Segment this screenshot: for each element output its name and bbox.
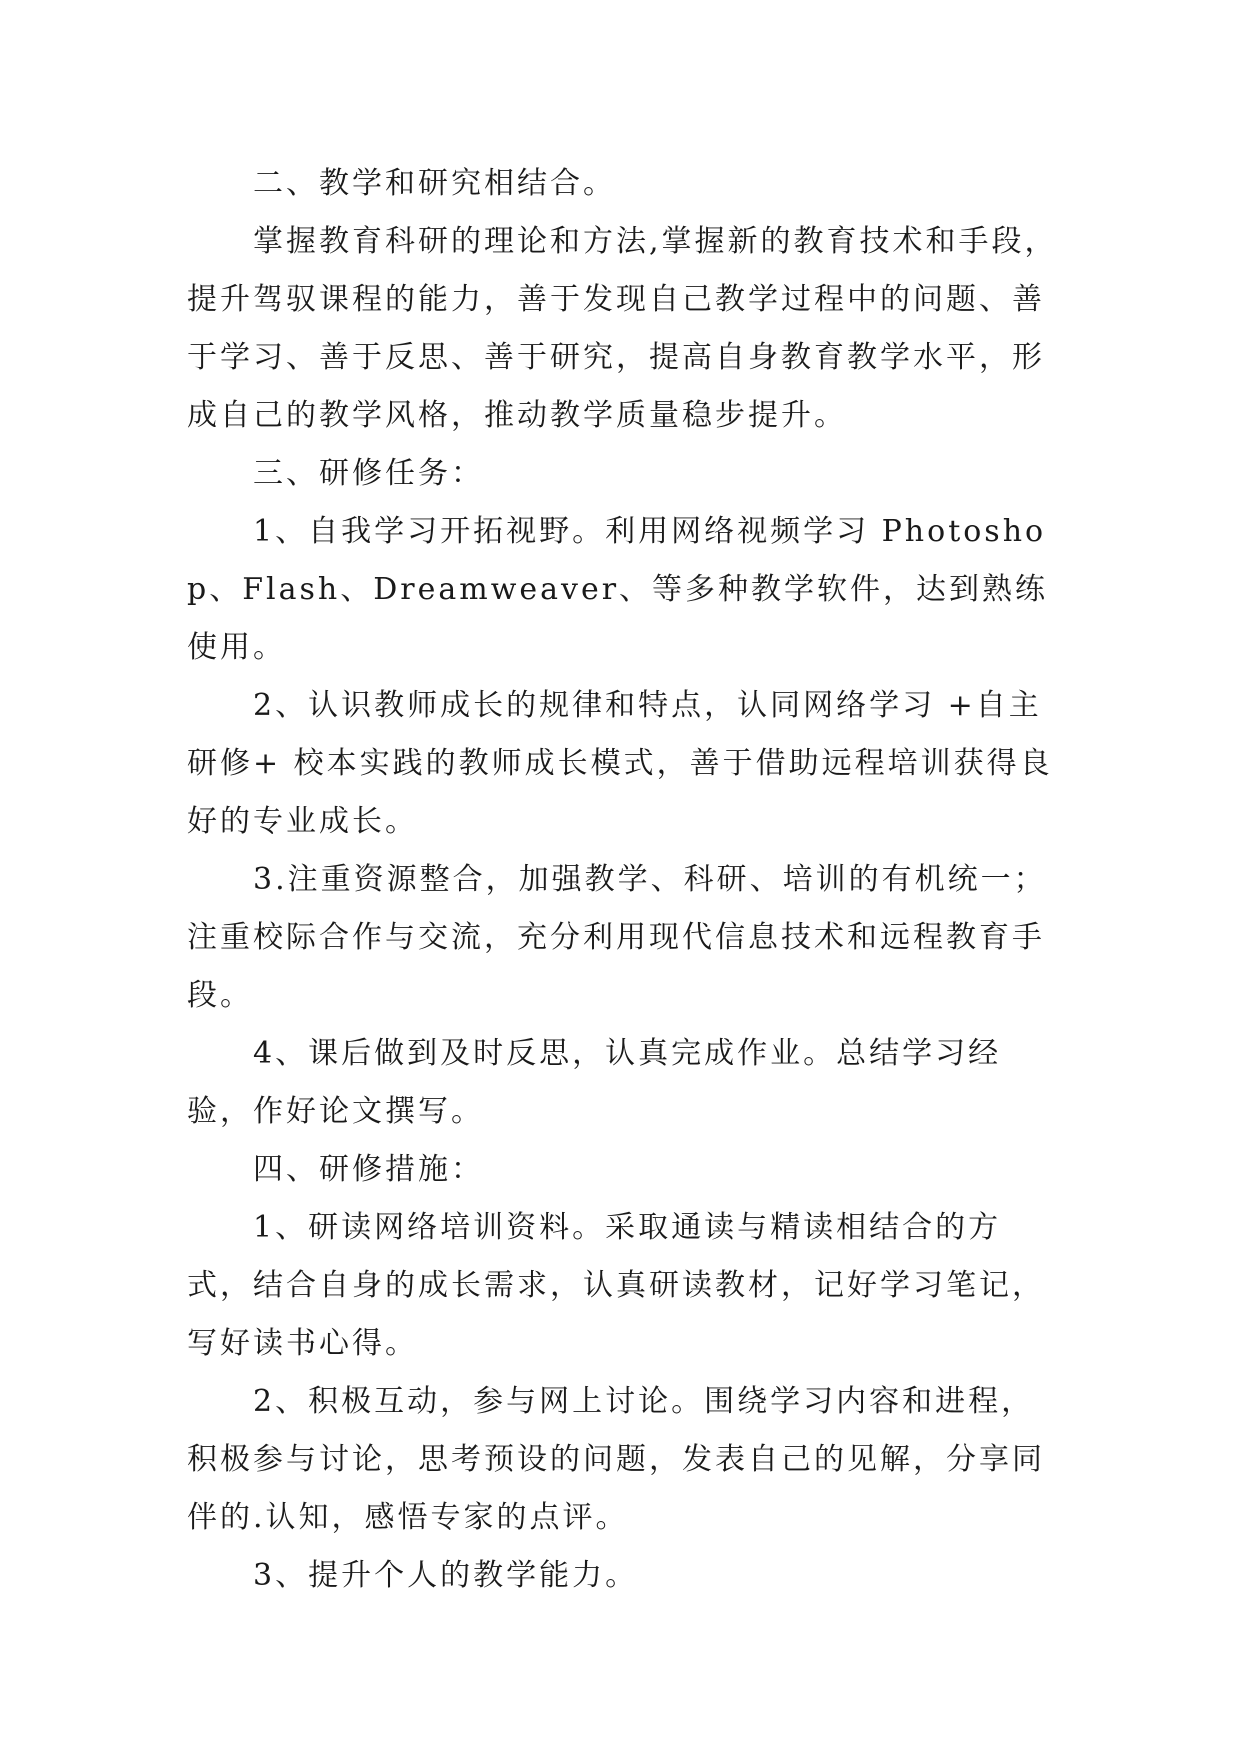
heading-section-4: 四、研修措施： (253, 1152, 484, 1187)
measure-item-3: 3、提升个人的教学能力。 (253, 1558, 639, 1593)
measure-item-1: 1、研读网络培训资料。采取通读与精读相结合的方式，结合自身的成长需求，认真研读教材，记好学习笔记，写好读书心得。 (187, 1210, 1045, 1361)
document-body (187, 155, 1067, 1605)
measure-item-2: 2、积极互动，参与网上讨论。围绕学习内容和进程，积极参与讨论，思考预设的问题，发表自己的见解，分享同伴的.认知，感悟专家的点评。 (187, 1384, 1045, 1535)
heading-section-3: 三、研修任务： (253, 456, 484, 491)
task-item-2: 2、认识教师成长的规律和特点，认同网络学习 +自主研修+ 校本实践的教师成长模式，善于借助远程培训获得良好的专业成长。 (187, 688, 1053, 839)
task-item-1: 1、自我学习开拓视野。利用网络视频学习 Photoshop、Flash、Dreamweaver、等多种教学软件，达到熟练使用。 (187, 514, 1049, 665)
heading-section-2: 二、教学和研究相结合。 (253, 166, 616, 201)
paragraph-research-methods: 掌握教育科研的理论和方法,掌握新的教育技术和手段，提升驾驭课程的能力，善于发现自己教学过程中的问题、善于学习、善于反思、善于研究，提高自身教育教学水平，形成自己的教学风格，推动教学质量稳步提升。 (187, 224, 1058, 433)
task-item-4: 4、课后做到及时反思，认真完成作业。总结学习经验，作好论文撰写。 (187, 1036, 1002, 1129)
task-item-3: 3.注重资源整合，加强教学、科研、培训的有机统一；注重校际合作与交流，充分利用现代信息技术和远程教育手段。 (187, 862, 1047, 1013)
